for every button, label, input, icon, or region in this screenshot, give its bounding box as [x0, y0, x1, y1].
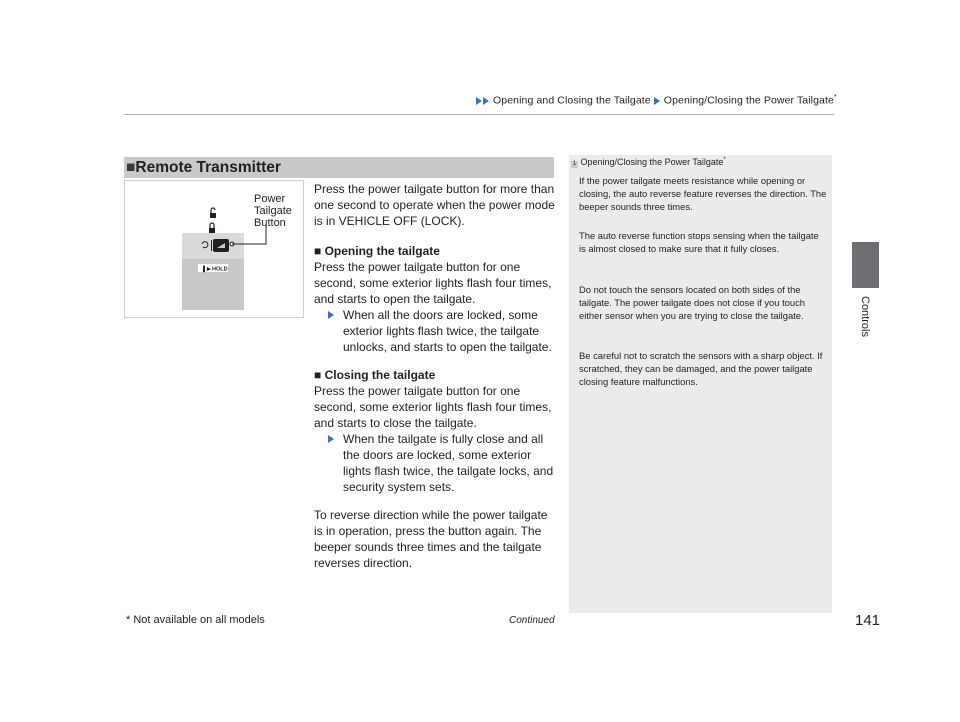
arrow-right-icon — [328, 311, 334, 319]
opening-paragraph: Press the power tailgate button for one second, some exterior lights flash four times, and starts to open the tailgate. — [314, 260, 552, 306]
breadcrumb-item-tailgate[interactable]: Opening and Closing the Tailgate — [493, 94, 651, 107]
sidebar-paragraph-1: If the power tailgate meets resistance while opening or closing, the auto reverse feature reverses the direction. The beeper sounds three times. — [579, 175, 827, 212]
arrow-right-icon — [476, 97, 482, 105]
svg-text:▌▶: ▌▶ — [203, 266, 212, 273]
closing-paragraph: Press the power tailgate button for one second, some exterior lights flash four times, and starts to close the tailgate. — [314, 384, 552, 430]
header-divider — [124, 114, 834, 115]
sidebar-title: 1 Opening/Closing the Power Tailgate* — [572, 157, 726, 167]
note-marker-icon: 1 — [572, 161, 577, 167]
sidebar-paragraph-3: Do not touch the sensors located on both sides of the tailgate. The power tailgate does not close if you touch either sensor when you are trying to close the tailgate. — [579, 284, 806, 321]
chapter-tab[interactable] — [852, 242, 879, 288]
hold-label: HOLD — [212, 266, 228, 273]
closing-note: When the tailgate is fully close and all the doors are locked, some exterior lights flash twice, the tailgate locks, and security system sets. — [329, 431, 557, 495]
intro-paragraph: Press the power tailgate button for more than one second to operate when the power mode is in VEHICLE OFF (LOCK). — [314, 182, 555, 228]
footnote-mark: * — [833, 94, 837, 101]
section-title — [126, 157, 281, 178]
sidebar-paragraph-2: The auto reverse function stops sensing when the tailgate is almost closed to make sure that it fully closes. — [579, 230, 819, 254]
opening-note: When all the doors are locked, some exterior lights flash twice, the tailgate unlocks, and starts to open the tailgate. — [329, 307, 557, 355]
lock-icon — [209, 223, 215, 233]
chapter-tab-label: Controls — [859, 296, 871, 337]
sidebar-paragraph-4: Be careful not to scratch the sensors with a sharp object. If scratched, they can be damaged, and the power tailgate closing feature malfunctions. — [579, 350, 823, 387]
section-title-text: Remote Transmitter — [135, 159, 281, 176]
arrow-right-icon — [654, 97, 660, 105]
arrow-right-icon — [483, 97, 489, 105]
arrow-right-icon — [328, 435, 334, 443]
continued-label: Continued — [509, 615, 555, 626]
unlock-icon — [210, 208, 216, 218]
footnote: * Not available on all models — [126, 614, 265, 626]
panic-icon — [202, 242, 208, 248]
remote-transmitter-drawing — [182, 204, 262, 314]
page-number: 141 — [855, 612, 881, 629]
breadcrumb-item-power-tailgate[interactable]: Opening/Closing the Power Tailgate — [663, 94, 834, 107]
reverse-paragraph: To reverse direction while the power tailgate is in operation, press the button again. The beeper sounds three times and the tailgate reverses direction. — [314, 508, 548, 570]
callout-label: Power Tailgate Button — [254, 193, 292, 229]
section-bullet: ■ — [126, 159, 136, 176]
breadcrumb — [476, 94, 837, 107]
closing-heading: ■ Closing the tailgate — [314, 368, 436, 382]
opening-heading: ■ Opening the tailgate — [314, 244, 440, 258]
